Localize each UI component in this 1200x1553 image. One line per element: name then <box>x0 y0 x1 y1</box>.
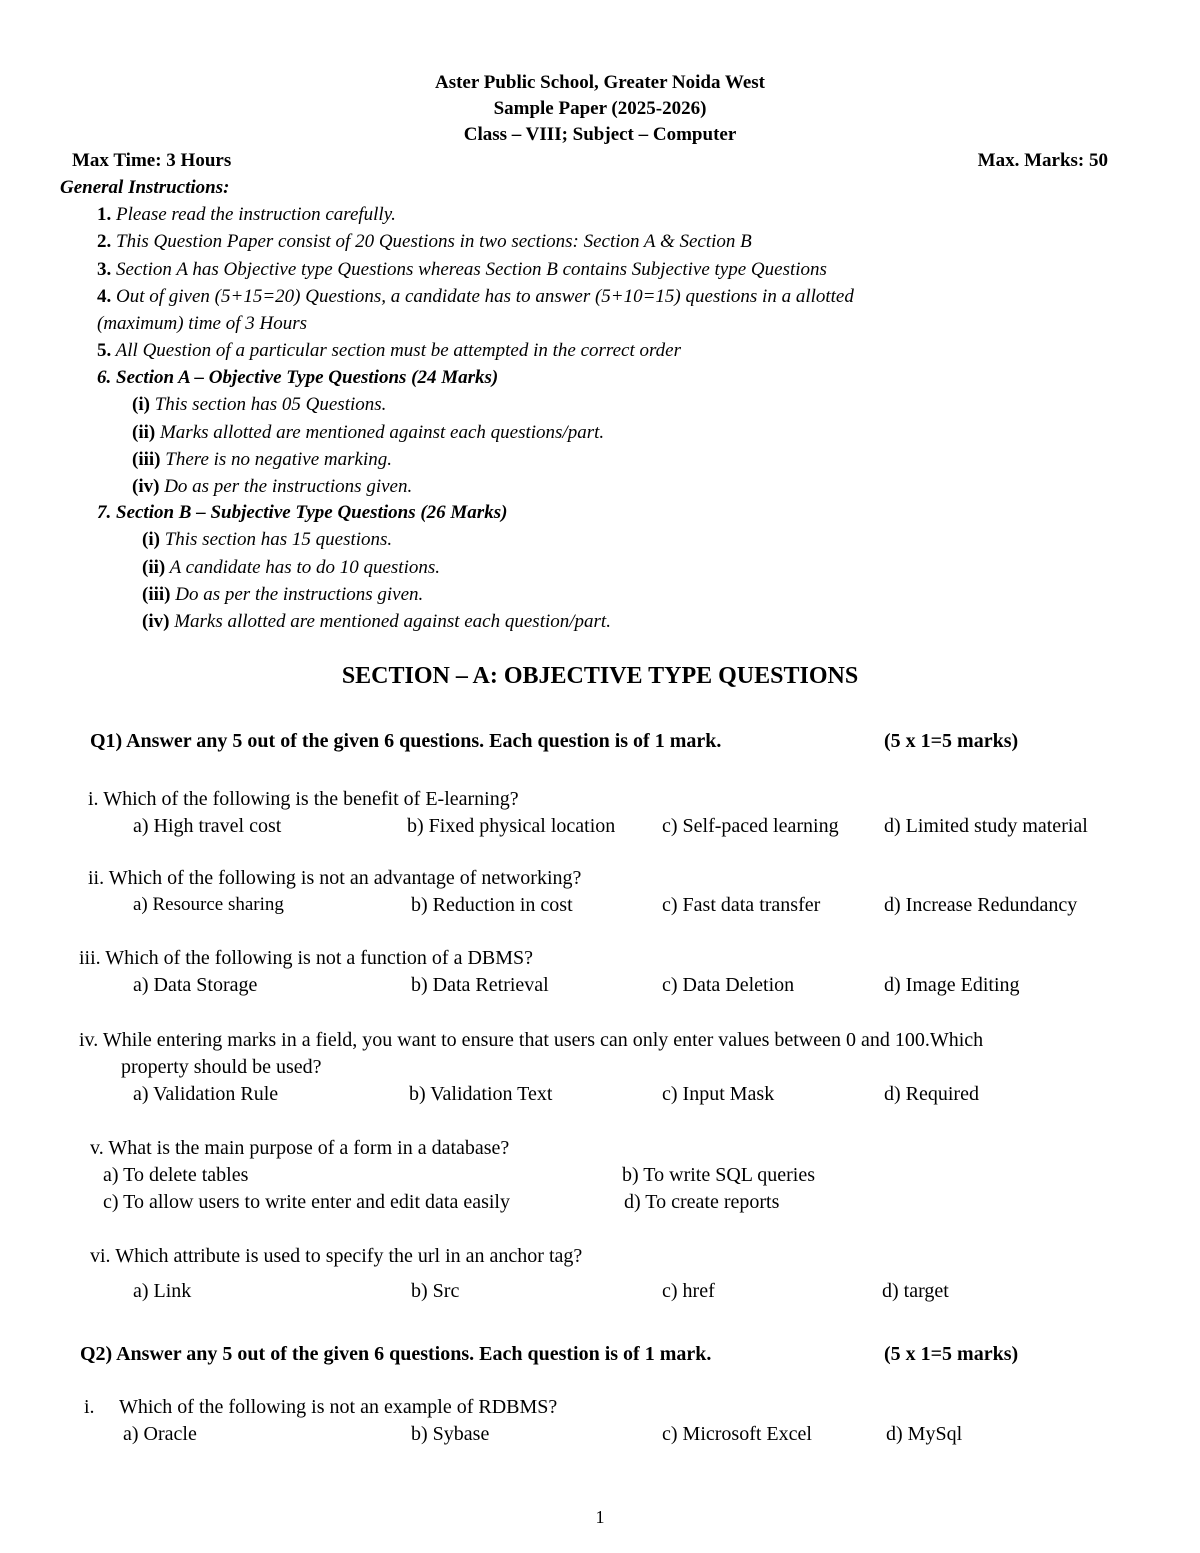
instructions-title: General Instructions: <box>60 177 230 198</box>
option-c: c) href <box>662 1280 715 1302</box>
option-b: b) Reduction in cost <box>411 894 573 916</box>
q2-heading: Q2) Answer any 5 out of the given 6 questions. Each question is of 1 mark. <box>80 1343 712 1365</box>
question-text: v. What is the main purpose of a form in a database? <box>90 1137 510 1159</box>
option-d: d) To create reports <box>624 1191 780 1213</box>
instruction-item: 4. Out of given (5+15=20) Questions, a candidate has to answer (5+10=15) questions in a allotted <box>97 286 854 307</box>
q1-marks: (5 x 1=5 marks) <box>884 730 1019 752</box>
option-b: b) Sybase <box>411 1423 490 1445</box>
section-a-title: SECTION – A: OBJECTIVE TYPE QUESTIONS <box>341 663 859 689</box>
option-a: a) Link <box>133 1280 192 1302</box>
option-d: d) target <box>882 1280 949 1302</box>
instruction-section-b: 7. Section B – Subjective Type Questions (26 Marks) <box>97 502 508 523</box>
instruction-subitem: (ii) A candidate has to do 10 questions. <box>142 557 441 578</box>
question-text: vi. Which attribute is used to specify the url in an anchor tag? <box>90 1245 583 1267</box>
option-b: b) Fixed physical location <box>407 815 616 837</box>
option-a: a) Data Storage <box>133 974 258 996</box>
option-d: d) Required <box>884 1083 979 1105</box>
instruction-item: 5. All Question of a particular section must be attempted in the correct order <box>97 340 681 361</box>
instruction-subitem: (i) This section has 05 Questions. <box>132 394 387 415</box>
max-time: Max Time: 3 Hours <box>72 150 232 171</box>
question-text-continuation: property should be used? <box>121 1056 322 1078</box>
school-name: Aster Public School, Greater Noida West <box>434 72 766 93</box>
option-c: c) Self-paced learning <box>662 815 839 837</box>
option-c: c) To allow users to write enter and edit data easily <box>103 1191 510 1213</box>
max-marks: Max. Marks: 50 <box>977 150 1108 171</box>
option-a: a) Oracle <box>123 1423 197 1445</box>
option-a: a) Validation Rule <box>133 1083 279 1105</box>
instruction-subitem: (i) This section has 15 questions. <box>142 529 393 550</box>
instruction-subitem: (iv) Do as per the instructions given. <box>132 476 413 497</box>
q1-heading: Q1) Answer any 5 out of the given 6 questions. Each question is of 1 mark. <box>90 730 722 752</box>
question-text: iv. While entering marks in a field, you want to ensure that users can only enter values between 0 and 100.Which <box>79 1029 984 1051</box>
instruction-subitem: (ii) Marks allotted are mentioned against each questions/part. <box>132 422 605 443</box>
instruction-item-continuation: (maximum) time of 3 Hours <box>97 313 308 334</box>
option-d: d) Limited study material <box>884 815 1088 837</box>
option-b: b) To write SQL queries <box>622 1164 816 1186</box>
option-c: c) Input Mask <box>662 1083 775 1105</box>
instruction-item: 1. Please read the instruction carefully. <box>97 204 396 225</box>
instruction-item: 2. This Question Paper consist of 20 Questions in two sections: Section A & Section B <box>97 231 752 252</box>
option-a: a) To delete tables <box>103 1164 249 1186</box>
question-text: iii. Which of the following is not a function of a DBMS? <box>79 947 534 969</box>
instruction-subitem: (iii) There is no negative marking. <box>132 449 392 470</box>
option-d: d) Increase Redundancy <box>884 894 1078 916</box>
class-subject: Class – VIII; Subject – Computer <box>463 124 737 145</box>
instruction-item: 3. Section A has Objective type Questions whereas Section B contains Subjective type Questions <box>97 259 827 280</box>
instruction-subitem: (iii) Do as per the instructions given. <box>142 584 424 605</box>
instruction-section-a: 6. Section A – Objective Type Questions (24 Marks) <box>97 367 499 388</box>
option-c: c) Fast data transfer <box>662 894 821 916</box>
option-a: a) High travel cost <box>133 815 282 837</box>
option-d: d) MySql <box>886 1423 963 1445</box>
paper-title: Sample Paper (2025-2026) <box>493 98 707 119</box>
question-number: i. <box>84 1396 95 1418</box>
option-b: b) Validation Text <box>409 1083 553 1105</box>
option-c: c) Microsoft Excel <box>662 1423 812 1445</box>
option-b: b) Data Retrieval <box>411 974 549 996</box>
q2-marks: (5 x 1=5 marks) <box>884 1343 1019 1365</box>
instruction-subitem: (iv) Marks allotted are mentioned against each question/part. <box>142 611 611 632</box>
question-text: Which of the following is not an example of RDBMS? <box>119 1396 558 1418</box>
question-text: ii. Which of the following is not an advantage of networking? <box>88 867 582 889</box>
option-c: c) Data Deletion <box>662 974 795 996</box>
option-d: d) Image Editing <box>884 974 1020 996</box>
page-number: 1 <box>595 1507 605 1527</box>
option-a: a) Resource sharing <box>133 894 284 915</box>
option-b: b) Src <box>411 1280 460 1302</box>
question-text: i. Which of the following is the benefit of E-learning? <box>88 788 519 810</box>
